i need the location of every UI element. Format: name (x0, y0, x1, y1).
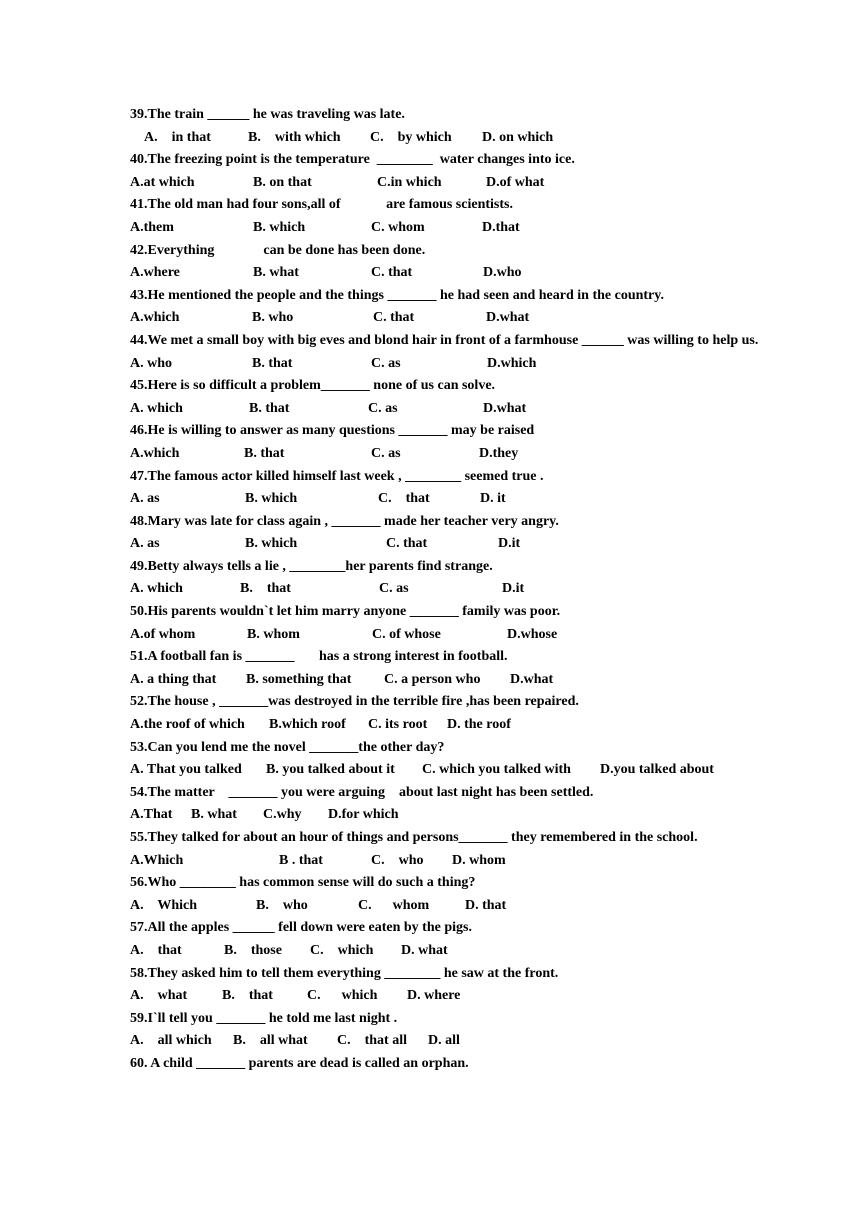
option-d: D. that (465, 897, 507, 913)
question-stem: 56.Who ________ has common sense will do such a thing? (130, 875, 476, 891)
question-stem: 50.His parents wouldn`t let him marry anyone _______ family was poor. (130, 604, 561, 620)
answer-options (130, 714, 770, 737)
question-stem: 47.The famous actor killed himself last week , ________ seemed true . (130, 468, 544, 484)
question-stem: 46.He is willing to answer as many questions _______ may be raised (130, 423, 535, 439)
option-b: B. that (249, 400, 290, 416)
option-b: B. what (253, 265, 299, 281)
answer-options (130, 759, 770, 782)
option-b: B. that (252, 355, 293, 371)
option-c: C. by which (370, 129, 452, 145)
option-a: A. in that (144, 129, 211, 145)
option-d: D. whom (452, 852, 506, 868)
option-d: D.you talked about (600, 762, 714, 778)
option-c: C. a person who (384, 671, 481, 687)
option-b: B. you talked about it (266, 762, 395, 778)
option-a: A.That (130, 807, 173, 823)
answer-options (130, 1030, 770, 1053)
question-stem: 45.Here is so difficult a problem_______ none of us can solve. (130, 378, 496, 394)
option-a: A. that (130, 942, 182, 958)
option-d: D.for which (328, 807, 399, 823)
question-stem: 42.Everything can be done has been done. (130, 242, 426, 258)
option-b: B. on that (253, 174, 312, 190)
option-a: A. That you talked (130, 762, 242, 778)
option-c: C. its root (368, 717, 428, 733)
option-c: C. as (371, 445, 401, 461)
question-stem: 48.Mary was late for class again , _______ made her teacher very angry. (130, 513, 559, 529)
option-c: C.why (263, 807, 302, 823)
question-stem: 39.The train ______ he was traveling was late. (130, 107, 405, 122)
option-d: D. it (480, 491, 506, 507)
option-a: A. Which (130, 897, 198, 913)
option-d: D. all (428, 1033, 460, 1049)
answer-options (130, 217, 770, 240)
answer-options (130, 307, 770, 330)
option-b: B . that (279, 852, 323, 868)
option-a: A. as (130, 491, 160, 507)
question-stem: 53.Can you lend me the novel _______the other day? (130, 739, 445, 755)
option-d: D.of what (486, 174, 545, 190)
option-a: A.which (130, 310, 180, 326)
option-d: D. on which (482, 129, 554, 145)
option-a: A. a thing that (130, 671, 217, 687)
option-b: B. something that (246, 671, 352, 687)
option-d: D. the roof (447, 717, 511, 733)
question-stem: 40.The freezing point is the temperature ________ water changes into ice. (130, 152, 575, 168)
option-c: C. as (368, 400, 398, 416)
answer-options (130, 353, 770, 376)
option-c: C. which you talked with (422, 762, 571, 778)
option-b: B. what (191, 807, 237, 823)
option-a: A.of whom (130, 626, 196, 642)
answer-options (130, 172, 770, 195)
option-d: D.it (498, 536, 521, 552)
answer-options (130, 850, 770, 873)
option-d: D.whose (507, 626, 558, 642)
option-b: B. which (245, 491, 298, 507)
answer-options (130, 940, 770, 963)
option-b: B.which roof (269, 717, 346, 733)
question-stem: 41.The old man had four sons,all of are famous scientists. (130, 197, 513, 213)
option-c: C. as (371, 355, 401, 371)
option-a: A.them (130, 219, 174, 235)
answer-options (130, 624, 770, 647)
option-d: D. what (401, 942, 448, 958)
option-b: B. that (244, 445, 285, 461)
option-d: D.that (482, 219, 520, 235)
option-c: C. that (373, 310, 415, 326)
option-b: B. with which (248, 129, 341, 145)
option-c: C. that all (337, 1033, 407, 1049)
option-c: C. that (371, 265, 413, 281)
worksheet (130, 104, 770, 1076)
option-c: C. of whose (372, 626, 441, 642)
option-d: D.which (487, 355, 537, 371)
answer-options (130, 533, 770, 556)
option-c: C. which (310, 942, 374, 958)
answer-options (130, 578, 770, 601)
option-d: D.they (479, 445, 519, 461)
answer-options (130, 804, 770, 827)
question-stem: 44.We met a small boy with big eves and blond hair in front of a farmhouse ______ was willing to help us. (130, 332, 759, 348)
option-b: B. all what (233, 1033, 308, 1049)
option-a: A. which (130, 400, 183, 416)
answer-options (130, 895, 770, 918)
option-c: C. that (378, 491, 430, 507)
option-b: B. which (245, 536, 298, 552)
option-a: A. what (130, 988, 188, 1004)
question-stem: 58.They asked him to tell them everything ________ he saw at the front. (130, 965, 559, 981)
option-c: C. that (386, 536, 428, 552)
option-c: C. as (379, 581, 409, 597)
option-b: B. who (252, 310, 294, 326)
option-b: B. that (222, 988, 273, 1004)
option-b: B. that (240, 581, 291, 597)
question-stem: 57.All the apples ______ fell down were eaten by the pigs. (130, 920, 472, 936)
option-b: B. whom (247, 626, 300, 642)
option-c: C. who (371, 852, 424, 868)
option-b: B. who (256, 897, 308, 913)
option-d: D.what (486, 310, 530, 326)
option-a: A. who (130, 355, 173, 371)
question-stem: 43.He mentioned the people and the things _______ he had seen and heard in the country. (130, 287, 664, 303)
answer-options (130, 985, 770, 1008)
option-c: C. whom (358, 897, 430, 913)
option-a: A.the roof of which (130, 717, 245, 733)
question-stem: 54.The matter _______ you were arguing about last night has been settled. (130, 784, 594, 800)
question-stem: 51.A football fan is _______ has a strong interest in football. (130, 649, 508, 665)
answer-options (130, 488, 770, 511)
question-stem: 59.I`ll tell you _______ he told me last night . (130, 1010, 398, 1026)
option-d: D.who (483, 265, 522, 281)
option-c: C.in which (377, 174, 442, 190)
option-a: A.Which (130, 852, 184, 868)
option-c: C. whom (371, 219, 425, 235)
option-a: A.at which (130, 174, 195, 190)
question-stem: 49.Betty always tells a lie , ________her parents find strange. (130, 558, 493, 574)
option-a: A.which (130, 445, 180, 461)
answer-options (130, 127, 770, 150)
option-a: A. which (130, 581, 183, 597)
option-d: D.what (483, 400, 527, 416)
answer-options (130, 262, 770, 285)
answer-options (130, 443, 770, 466)
question-stem: 60. A child _______ parents are dead is called an orphan. (130, 1055, 469, 1071)
answer-options (130, 669, 770, 692)
question-stem: 52.The house , _______was destroyed in the terrible fire ,has been repaired. (130, 694, 579, 710)
option-d: D. where (407, 988, 461, 1004)
question-stem: 55.They talked for about an hour of things and persons_______ they remembered in the school. (130, 830, 698, 845)
option-a: A.where (130, 265, 180, 281)
option-d: D.what (510, 671, 554, 687)
option-b: B. those (224, 942, 282, 958)
option-a: A. as (130, 536, 160, 552)
option-d: D.it (502, 581, 525, 597)
option-b: B. which (253, 219, 306, 235)
option-c: C. which (307, 988, 378, 1004)
answer-options (130, 398, 770, 421)
option-a: A. all which (130, 1033, 212, 1049)
